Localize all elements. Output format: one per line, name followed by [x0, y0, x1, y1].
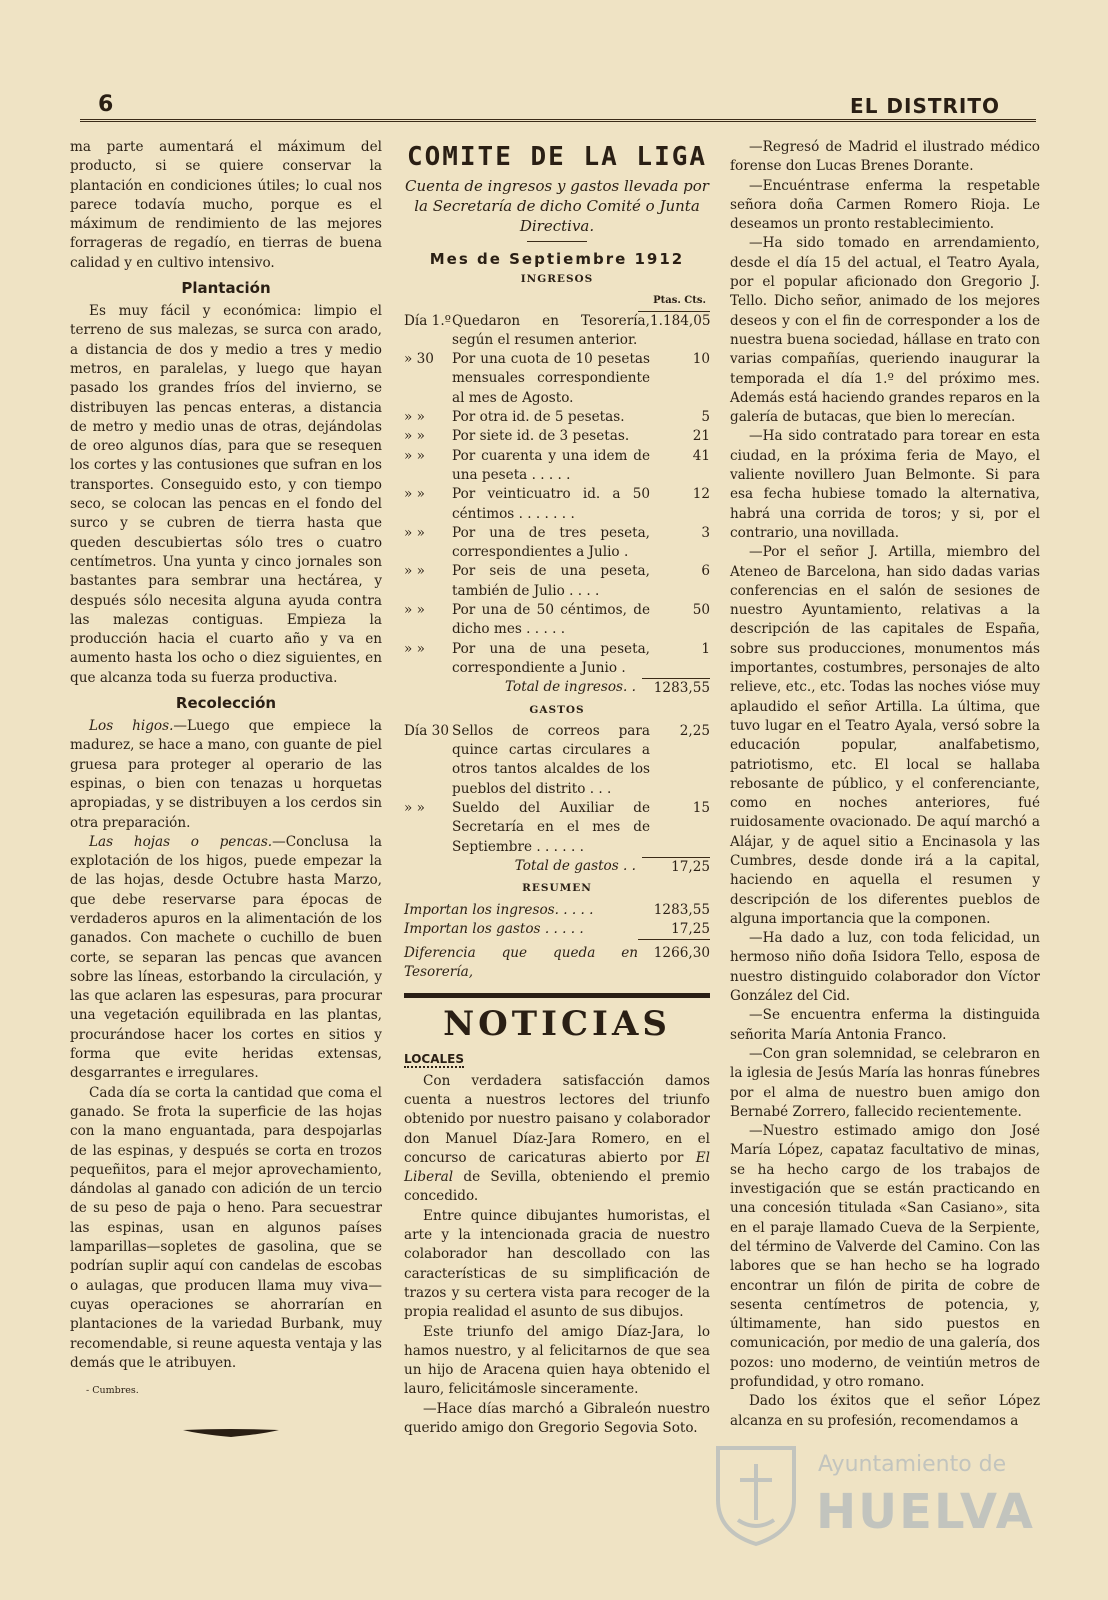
row-description: Sellos de correos para quince cartas circulares a otros tantos alcaldes de los pueblos del distrito . . .	[452, 722, 650, 797]
row-description: Por una cuota de 10 pesetas mensuales correspondiente al mes de Agosto.	[452, 351, 650, 406]
section-rule	[404, 993, 710, 998]
account-row	[404, 601, 710, 640]
ornament-divider-icon	[183, 1426, 279, 1438]
news-paragraph: —Con gran solemnidad, se celebraron en la iglesia de Jesús María las honras fúnebres por el alma de nuestro buen amigo don Bernabé Zorrero, fallecido recientemente.	[730, 1045, 1040, 1120]
row-date: » »	[404, 409, 425, 426]
paragraph-text: Con verdadera satisfacción damos cuenta a nuestros lectores del triunfo obtenido por nuestro paisano y colaborador don Manuel Díaz-Jara Romero, en el concurso de caricaturas abierto por	[404, 1072, 710, 1166]
row-amount: 1.184,05	[650, 312, 711, 329]
currency-header: Ptas. Cts.	[638, 291, 710, 311]
column-left	[70, 138, 382, 1445]
paragraph-text: —Conclusa la explotación de los higos, puede empezar la de las hojas, desde Octubre hasta Marzo, que debe reservarse para épocas de verdaderos apuros en la alimentación de los ganados. Con machete o cuchillo de buen corte, se separan las pencas que avancen sobre las líneas, estorbando la circulación, y las que aclaren las espesuras, para procurar una vegetación equilibrada en las plantas, procurándose hacer los cortes en sitios y forma que evite heridas extensas, desgarrantes e irregulares.	[70, 833, 382, 1082]
row-amount: 6	[701, 563, 710, 580]
row-date: » 30	[404, 351, 434, 368]
paragraph-text: —Luego que empiece la madurez, se hace a mano, con guante de piel gruesa para proteger al operario de las espinas, o bien con tenazas u horquetas apropiadas, y se distribuyen a los cerdos sin otra preparación.	[70, 718, 382, 831]
row-amount: 10	[692, 351, 710, 368]
noticias-title: NOTICIAS	[443, 1003, 671, 1044]
news-paragraph: —Ha dado a luz, con toda felicidad, un hermoso niño doña Isidora Tello, esposa de nuestro distinguido colaborador don Víctor González del Cid.	[730, 930, 1040, 1005]
account-row	[404, 408, 710, 427]
row-date: » »	[404, 486, 425, 503]
column-middle	[404, 138, 710, 1438]
row-description: Por una de una peseta, correspondiente a Junio .	[452, 640, 650, 676]
resumen-ingresos-row	[404, 901, 710, 920]
watermark	[708, 1440, 1038, 1560]
news-paragraph: —Ha sido tomado en arrendamiento, desde el día 15 del actual, el Teatro Ayala, por el popular aficionado don Gregorio J. Tello. Dicho señor, animado de los mejores deseos y con el fin de corresponder a los de nuestra buena sociedad, hállase en trato con varias compañías, queriendo inaugurar la temporada el día 1.º del próximo mes. Además está haciendo grandes reparos en la galería de butacas, que bien lo merecían.	[730, 235, 1040, 426]
page-header	[80, 92, 1028, 118]
news-paragraph: —Por el señor J. Artilla, miembro del Ateneo de Barcelona, han sido dadas varias conferencias en el salón de sesiones de nuestro Ayuntamiento, relativas a la descripción de las capitales de España, sobre sus producciones, monumentos más importantes, costumbres, personajes de alto relieve, etc., etc. Todas las noches vióse muy aplaudido el señor Artilla. La última, que tuvo lugar en el Teatro Ayala, versó sobre la educación popular, analfabetismo, patriotismo, etc. El local se hallaba rebosante de público, y el conferenciante, como en noches anteriores, fué ruidosamente ovacionado. De aquí marchó a Alájar, y de aquel sitio a Encinasola y las Cumbres, desde donde irá a la capital, haciendo en aquella el resumen y descripción de los diferentes pueblos de alguna importancia que la componen.	[730, 544, 1040, 927]
diferencia-value: 1266,30	[653, 945, 710, 962]
account-row	[404, 312, 710, 351]
row-date: » »	[404, 428, 425, 445]
row-amount: 1	[701, 640, 710, 657]
diferencia-row	[404, 944, 710, 983]
page-number: 6	[98, 92, 114, 117]
row-amount: 5	[701, 409, 710, 426]
news-paragraph: —Se encuentra enferma la distinguida señorita María Antonia Franco.	[730, 1007, 1040, 1043]
row-description: Quedaron en Tesorería, según el resumen anterior.	[452, 312, 650, 348]
lead-in: Las hojas o pencas.	[89, 833, 273, 850]
lead-in: Los higos.	[89, 718, 174, 735]
resumen-label: Importan los ingresos. . . . .	[404, 901, 594, 918]
total-gastos-row	[404, 857, 710, 877]
watermark-line1: Ayuntamiento de	[818, 1452, 1007, 1477]
month-heading: Mes de Septiembre 1912	[429, 250, 685, 268]
paragraph: ma parte aumentará el máximum del producto, si se quiere conservar la plantación en condiciones útiles; lo cual nos parece todavía mucho, porque es el máximum de rendimiento de las mejores forrageras de regadío, en tierras de buena calidad y en cultivo intensivo.	[70, 139, 382, 271]
resumen-heading: RESUMEN	[522, 882, 592, 895]
ingresos-heading: INGRESOS	[520, 273, 594, 285]
paragraph-hojas	[70, 833, 382, 1084]
header-rule	[80, 119, 1036, 122]
source-note: - Cumbres.	[86, 1385, 139, 1397]
row-date: » »	[404, 800, 425, 817]
paragraph-higos	[70, 717, 382, 833]
diferencia-label: Diferencia que queda en Tesorería,	[404, 945, 638, 981]
account-row	[404, 350, 710, 408]
account-row	[404, 485, 710, 524]
watermark-line2: HUELVA	[816, 1484, 1035, 1540]
masthead: EL DISTRITO	[850, 94, 1000, 118]
column-right	[730, 138, 1040, 1431]
coat-of-arms-icon	[708, 1440, 804, 1548]
row-date: Día 30	[404, 722, 449, 739]
row-amount: 41	[692, 447, 710, 464]
row-description: Por una de 50 céntimos, de dicho mes . . . . .	[452, 602, 650, 638]
paragraph: Es muy fácil y económica: limpio el terreno de sus malezas, se surca con arado, a distancia de dos y medio a tres y medio metros, en paralelas, y luego que hayan pasado los grandes fríos del invierno, se distribuyen las pencas enteras, a distancia de metro y medio unas de otras, dejándolas de oreo algunos días, para que se resequen los cortes y las contusiones que sufran en los transportes. Conseguido esto, y con tiempo seco, se colocan las pencas en el fondo del surco y se cubren de tierra hasta que queden descubiertas sólo tres o cuatro centímetros. Una yunta y cinco jornales son bastantes para sembrar una hectárea, y después sólo necesita alguna ayuda contra las malezas contiguas. Empieza la producción hacia el cuarto año y va en aumento hasta los ocho o diez siguientes, en que alcanza toda su fuerza productiva.	[70, 303, 382, 686]
row-description: Por otra id. de 5 pesetas.	[452, 409, 625, 426]
total-label: Total de gastos . .	[514, 857, 636, 874]
newspaper-name: El Liberal	[404, 1149, 710, 1186]
source-text: Cumbres.	[92, 1385, 139, 1397]
total-label: Total de ingresos. .	[505, 679, 636, 696]
total-value: 17,25	[642, 857, 710, 877]
ingresos-list	[404, 312, 710, 679]
section-title: COMITE DE LA LIGA	[406, 142, 708, 172]
row-description: Por una de tres peseta, correspondientes a Julio .	[452, 524, 650, 561]
news-paragraph	[404, 1072, 710, 1207]
news-paragraph: Dado los éxitos que el señor López alcanza en su profesión, recomendamos a	[730, 1393, 1040, 1429]
row-date: » »	[404, 524, 425, 541]
resumen-gastos-row	[404, 920, 710, 940]
news-paragraph: —Nuestro estimado amigo don José María López, capataz facultativo de minas, se ha hecho cargo de los trabajos de investigación que se están practicando en una concesión titulada «San Casiano», sita en el paraje llamado Cueva de la Serpiente, del término de Valverde del Camino. Con las labores que se han hecho se ha logrado encontrar un filón de pirita de cobre de sesenta centímetros de potencia, y, últimamente, han sido puestos en comunicación, por medio de una galería, dos pozos: uno moderno, de veintiún metros de profundidad, y otro romano.	[730, 1123, 1040, 1390]
gastos-heading: GASTOS	[529, 703, 585, 716]
gastos-list	[404, 722, 710, 857]
total-ingresos-row	[404, 678, 710, 698]
row-description: Por veinticuatro id. a 50 céntimos . . . . . . .	[452, 486, 650, 522]
paragraph-text: de Sevilla, obteniendo el premio concedido.	[404, 1169, 710, 1205]
resumen-label: Importan los gastos . . . . .	[404, 920, 584, 937]
news-paragraph: —Encuéntrase enferma la respetable señora doña Carmen Romero Rioja. Le deseamos un pronto restablecimiento.	[730, 177, 1040, 233]
row-description: Por seis de una peseta, también de Julio . . . .	[452, 563, 650, 599]
news-paragraph: Entre quince dibujantes humoristas, el arte y la intencionada gracia de nuestro colaborador han descollado con las características de su simplificación de trazos y su certera vista para recoger de la propia realidad el asunto de sus dibujos.	[404, 1207, 710, 1321]
paragraph: Cada día se corta la cantidad que coma el ganado. Se frota la superficie de las hojas con la mano enguantada, para despojarlas de las espinas, y después se corta en trozos pequeñitos, para el mejor aprovechamiento, dándolas al ganado con adición de un tercio de su peso de paja o heno. Para secuestrar las espinas, usan en algunos países lamparillas—sopletes de gasolina, que se podrían suplir aquí con candelas de escobas o aulagas, que producen llama muy viva—cuyas operaciones se ahorrarían en plantaciones de la variedad Burbank, muy recomendable, si reune aquesta ventaja y las demás que le atribuyen.	[70, 1084, 382, 1371]
account-row	[404, 722, 710, 799]
total-value: 1283,55	[642, 678, 710, 698]
row-amount: 21	[692, 428, 710, 445]
resumen-value: 1283,55	[653, 901, 710, 918]
row-date: Día 1.º	[404, 312, 452, 329]
account-row	[404, 524, 710, 563]
account-row	[404, 562, 710, 601]
row-amount: 15	[692, 800, 710, 817]
heading-plantacion: Plantación	[181, 279, 271, 298]
news-paragraph: Este triunfo del amigo Díaz-Jara, lo hamos nuestro, y al felicitarnos de que sea un hijo de Aracena quien haya obtenido el lauro, felicitámosle sinceramente.	[404, 1323, 710, 1398]
row-description: Sueldo del Auxiliar de Secretaría en el mes de Septiembre . . . . . .	[452, 800, 650, 855]
row-date: » »	[404, 563, 425, 580]
row-amount: 12	[692, 486, 710, 503]
row-description: Por siete id. de 3 pesetas.	[452, 428, 630, 445]
news-paragraph: —Ha sido contratado para torear en esta ciudad, en la próxima feria de Mayo, el valiente novillero Juan Belmonte. Si para esa fecha hubiese tomado la alternativa, habrá una corrida de toros; y si, por el contrario, una novillada.	[730, 428, 1040, 541]
account-row	[404, 427, 710, 446]
account-row	[404, 447, 710, 486]
section-subtitle: Cuenta de ingresos y gastos llevada por la Secretaría de dicho Comité o Junta Directiva.	[405, 177, 709, 235]
row-description: Por cuarenta y una idem de una peseta . . . . .	[452, 447, 650, 483]
row-amount: 3	[701, 524, 710, 541]
account-row	[404, 799, 710, 857]
news-paragraph: —Regresó de Madrid el ilustrado médico forense don Lucas Brenes Dorante.	[730, 139, 1040, 175]
row-amount: 50	[692, 602, 710, 619]
row-date: » »	[404, 447, 425, 464]
resumen-value: 17,25	[638, 920, 710, 940]
row-date: » »	[404, 602, 425, 619]
heading-recoleccion: Recolección	[175, 694, 277, 713]
account-row	[404, 640, 710, 679]
row-amount: 2,25	[679, 722, 710, 739]
news-paragraph: —Hace días marchó a Gibraleón nuestro querido amigo don Gregorio Segovia Soto.	[404, 1400, 710, 1437]
divider	[527, 241, 587, 242]
locales-heading: LOCALES	[404, 1051, 464, 1066]
row-date: » »	[404, 640, 425, 657]
